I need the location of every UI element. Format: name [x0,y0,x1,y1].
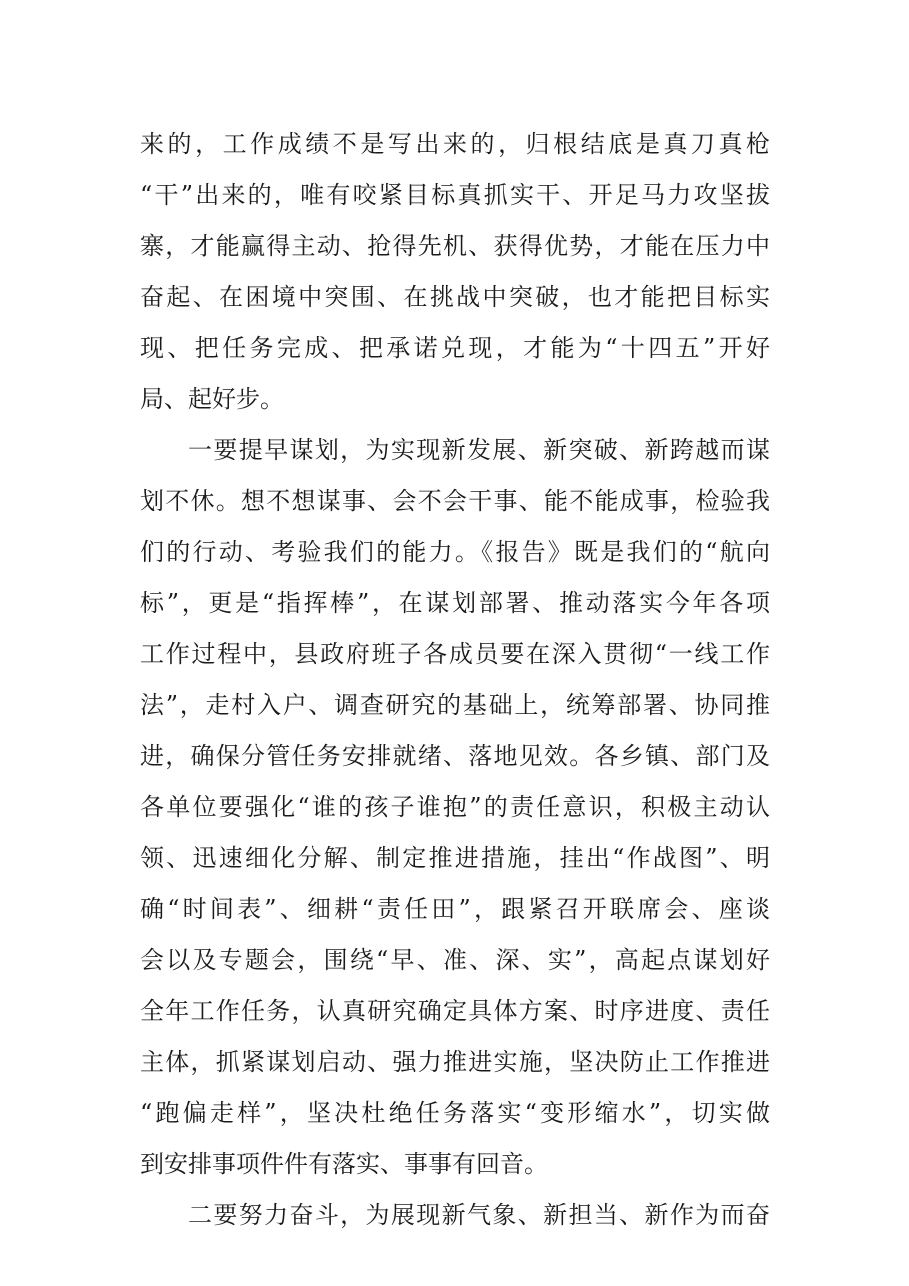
text-line: 到安排事项件件有落实、事事有回音。 [140,1150,548,1178]
text-line: 来的，工作成绩不是写出来的，归根结底是真刀真枪 [140,130,770,158]
text-line: 法”，走村入户、调查研究的基础上，统筹部署、协同推 [140,691,770,719]
text-line: 领、迅速细化分解、制定推进措施，挂出“作战图”、明 [140,844,770,872]
text-line: 划不休。想不想谋事、会不会干事、能不能成事，检验我 [140,487,770,515]
text-line: 全年工作任务，认真研究确定具体方案、时序进度、责任 [140,997,770,1025]
text-line: 们的行动、考验我们的能力。《报告》既是我们的“航向 [140,538,770,566]
text-line: “跑偏走样”，坚决杜绝任务落实“变形缩水”，切实做 [140,1099,770,1127]
text-line: 局、起好步。 [140,385,284,413]
text-line: 标”，更是“指挥棒”，在谋划部署、推动落实今年各项 [140,589,770,617]
text-line: 进，确保分管任务安排就绪、落地见效。各乡镇、部门及 [140,742,770,770]
text-line: 现、把任务完成、把承诺兑现，才能为“十四五”开好 [140,334,770,362]
text-line: 奋起、在困境中突围、在挑战中突破，也才能把目标实 [140,283,770,311]
text-line: “干”出来的，唯有咬紧目标真抓实干、开足马力攻坚拔 [140,181,770,209]
text-line: 各单位要强化“谁的孩子谁抱”的责任意识，积极主动认 [140,793,770,821]
text-line: 确“时间表”、细耕“责任田”，跟紧召开联席会、座谈 [140,895,770,923]
text-line: 会以及专题会，围绕“早、准、深、实”，高起点谋划好 [140,946,770,974]
paragraph-first-line: 二要努力奋斗，为展现新气象、新担当、新作为而奋 [188,1201,770,1229]
paragraph-first-line: 一要提早谋划，为实现新发展、新突破、新跨越而谋 [188,436,770,464]
text-line: 主体，抓紧谋划启动、强力推进实施，坚决防止工作推进 [140,1048,770,1076]
text-line: 工作过程中，县政府班子各成员要在深入贯彻“一线工作 [140,640,770,668]
text-line: 寨，才能赢得主动、抢得先机、获得优势，才能在压力中 [140,232,770,260]
